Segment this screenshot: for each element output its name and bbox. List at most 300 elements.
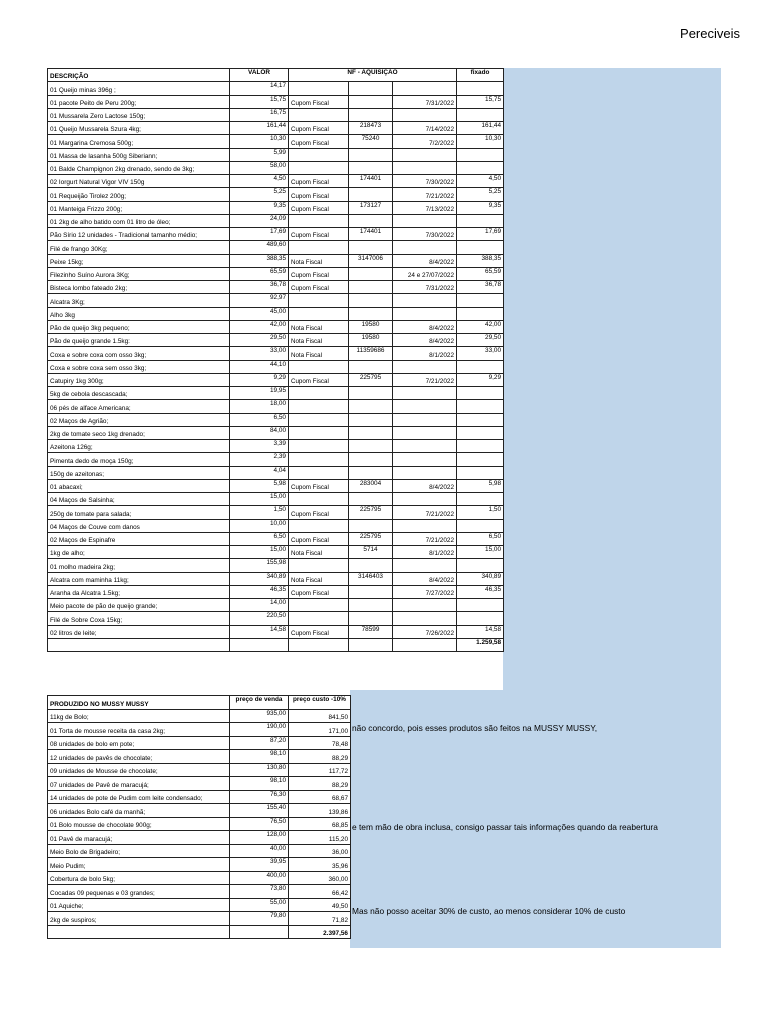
cell-nf-numero (349, 559, 393, 572)
cell-nf-numero (349, 599, 393, 612)
cell-documento: Cupom Fiscal (289, 135, 349, 148)
cell-valor: 10,00 (230, 519, 289, 532)
cell-nf-numero (349, 466, 393, 479)
cell-produto: 2kg de suspiros; (48, 912, 230, 926)
cell-descricao: Aranha da Alcatra 1.5kg; (48, 585, 230, 598)
cell-empty (393, 638, 457, 651)
cell-descricao: Peixe 15kg; (48, 254, 230, 267)
cell-valor: 92,97 (230, 294, 289, 307)
cell-valor: 5,25 (230, 188, 289, 201)
cell-valor: 15,75 (230, 95, 289, 108)
cell-produto: Cocadas 09 pequenas e 03 grandes; (48, 885, 230, 899)
cell-data: 24 e 27/07/2022 (393, 267, 457, 280)
cell-preco-venda: 76,30 (230, 790, 289, 804)
cell-data: 8/1/2022 (393, 347, 457, 360)
cell-empty (230, 925, 289, 939)
cell-data (393, 493, 457, 506)
cell-produto: 01 Pavê de maracujá; (48, 831, 230, 845)
cell-documento (289, 108, 349, 121)
cell-descricao: 01 molho madeira 2kg; (48, 559, 230, 572)
cell-nf-numero (349, 307, 393, 320)
cell-fixado (457, 108, 504, 121)
table-row (48, 506, 504, 519)
cell-valor: 9,35 (230, 201, 289, 214)
cell-preco-custo: 117,72 (289, 763, 351, 777)
cell-data: 8/4/2022 (393, 254, 457, 267)
cell-documento (289, 161, 349, 174)
cell-fixado (457, 559, 504, 572)
cell-descricao: 02 litros de leite; (48, 625, 230, 638)
cell-nf-numero (349, 267, 393, 280)
cell-documento: Cupom Fiscal (289, 532, 349, 545)
cell-descricao: 04 Maços de Salsinha; (48, 493, 230, 506)
table-row (48, 161, 504, 174)
table-row (48, 413, 504, 426)
table-row (48, 360, 504, 373)
note-3: Mas não posso aceitar 30% de custo, ao menos considerar 10% de custo (352, 906, 626, 916)
cell-documento (289, 519, 349, 532)
cell-fixado: 65,59 (457, 267, 504, 280)
cell-produto: 01 Aquiche; (48, 898, 230, 912)
total-fixado: 1.259,58 (457, 638, 504, 651)
cell-data (393, 400, 457, 413)
cell-preco-venda: 400,00 (230, 871, 289, 885)
cell-data (393, 214, 457, 227)
cell-descricao: 150g de azeitonas; (48, 466, 230, 479)
cell-valor: 46,35 (230, 585, 289, 598)
table-row (48, 532, 504, 545)
cell-fixado (457, 599, 504, 612)
cell-fixado (457, 241, 504, 254)
cell-valor: 24,09 (230, 214, 289, 227)
cell-valor: 4,04 (230, 466, 289, 479)
cell-nf-numero: 5714 (349, 546, 393, 559)
cell-nf-numero (349, 440, 393, 453)
cell-nf-numero (349, 214, 393, 227)
cell-fixado: 1,50 (457, 506, 504, 519)
cell-descricao: Coxa e sobre coxa sem osso 3kg; (48, 360, 230, 373)
cell-produto: 07 unidades de Pavê de maracujá; (48, 777, 230, 791)
table-header-row (48, 69, 504, 82)
cell-fixado: 33,00 (457, 347, 504, 360)
table-row (48, 241, 504, 254)
cell-descricao: Pão de queijo grande 1.5kg: (48, 334, 230, 347)
table-row (48, 148, 504, 161)
cell-descricao: 01 2kg de alho batido com 01 litro de óleo; (48, 214, 230, 227)
cell-preco-custo: 71,82 (289, 912, 351, 926)
table-row (48, 307, 504, 320)
cell-valor: 14,17 (230, 82, 289, 95)
cell-preco-venda: 87,20 (230, 736, 289, 750)
cell-preco-custo: 88,29 (289, 777, 351, 791)
cell-valor: 155,98 (230, 559, 289, 572)
cell-produto: Meio Bolo de Brigadeiro; (48, 844, 230, 858)
cell-empty (48, 925, 230, 939)
cell-nf-numero (349, 294, 393, 307)
cell-data: 7/31/2022 (393, 281, 457, 294)
table-row (48, 228, 504, 241)
cell-documento: Cupom Fiscal (289, 373, 349, 386)
cell-documento (289, 612, 349, 625)
table-row (48, 723, 351, 737)
cell-documento: Cupom Fiscal (289, 175, 349, 188)
cell-fixado: 340,89 (457, 572, 504, 585)
cell-nf-numero (349, 387, 393, 400)
table-row (48, 281, 504, 294)
table-row (48, 135, 504, 148)
cell-documento (289, 214, 349, 227)
cell-documento (289, 466, 349, 479)
cell-descricao: Filezinho Suíno Aurora 3Kg; (48, 267, 230, 280)
table-row (48, 625, 504, 638)
table-row (48, 493, 504, 506)
cell-documento: Cupom Fiscal (289, 506, 349, 519)
cell-valor: 65,59 (230, 267, 289, 280)
cell-documento: Nota Fiscal (289, 334, 349, 347)
cell-nf-numero (349, 453, 393, 466)
cell-nf-numero (349, 108, 393, 121)
cell-data (393, 612, 457, 625)
cell-produto: 08 unidades de bolo em pote; (48, 736, 230, 750)
cell-nf-numero (349, 519, 393, 532)
cell-valor: 1,50 (230, 506, 289, 519)
cell-documento: Cupom Fiscal (289, 201, 349, 214)
cell-descricao: Alcatra 3Kg; (48, 294, 230, 307)
cell-data: 7/26/2022 (393, 625, 457, 638)
table-row (48, 736, 351, 750)
cell-valor: 5,98 (230, 479, 289, 492)
cell-preco-custo: 88,29 (289, 750, 351, 764)
cell-preco-venda: 155,40 (230, 804, 289, 818)
cell-descricao: 01 pacote Peito de Peru 200g; (48, 95, 230, 108)
page-title: Pereciveis (680, 26, 740, 41)
produced-table (47, 695, 351, 939)
cell-descricao: 02 Iorgurt Natural Vigor VIV 150g (48, 175, 230, 188)
table-row (48, 188, 504, 201)
cell-descricao: 01 Mussarela Zero Lactose 150g; (48, 108, 230, 121)
table-row (48, 750, 351, 764)
cell-produto: Meio Pudim; (48, 858, 230, 872)
cell-data (393, 161, 457, 174)
cell-descricao: Catupiry 1kg 300g; (48, 373, 230, 386)
cell-valor: 33,00 (230, 347, 289, 360)
cell-descricao: 01 Queijo Mussarela Szura 4kg; (48, 122, 230, 135)
cell-valor: 42,00 (230, 320, 289, 333)
cell-preco-custo: 36,00 (289, 844, 351, 858)
cell-documento: Nota Fiscal (289, 320, 349, 333)
table-row (48, 612, 504, 625)
cell-fixado (457, 148, 504, 161)
cell-preco-venda: 73,80 (230, 885, 289, 899)
cell-data (393, 519, 457, 532)
cell-nf-numero: 75240 (349, 135, 393, 148)
header-custo: preço custo -10% (289, 696, 351, 710)
cell-produto: 12 unidades de pavês de chocolate; (48, 750, 230, 764)
cell-nf-numero (349, 400, 393, 413)
cell-fixado: 9,29 (457, 373, 504, 386)
cell-produto: 09 unidades de Mousse de chocolate; (48, 763, 230, 777)
cell-nf-numero (349, 585, 393, 598)
cell-documento (289, 387, 349, 400)
cell-descricao: 250g de tomate para salada; (48, 506, 230, 519)
cell-valor: 36,78 (230, 281, 289, 294)
table-row (48, 885, 351, 899)
cell-fixado (457, 426, 504, 439)
cell-valor: 19,95 (230, 387, 289, 400)
table-row (48, 320, 504, 333)
cell-preco-venda: 98,10 (230, 750, 289, 764)
cell-documento: Nota Fiscal (289, 546, 349, 559)
cell-valor: 2,39 (230, 453, 289, 466)
header-venda: preço de venda (230, 696, 289, 710)
cell-fixado: 14,58 (457, 625, 504, 638)
cell-fixado (457, 82, 504, 95)
cell-fixado (457, 400, 504, 413)
cell-empty (230, 638, 289, 651)
table-row (48, 777, 351, 791)
cell-nf-numero: 225795 (349, 506, 393, 519)
cell-data: 7/13/2022 (393, 201, 457, 214)
cell-data (393, 426, 457, 439)
cell-produto: 01 Bolo mousse de chocolate 900g; (48, 817, 230, 831)
cell-valor: 17,69 (230, 228, 289, 241)
cell-data (393, 440, 457, 453)
cell-valor: 15,00 (230, 546, 289, 559)
cell-data: 8/4/2022 (393, 320, 457, 333)
cell-fixado (457, 387, 504, 400)
cell-data: 7/30/2022 (393, 175, 457, 188)
cell-documento (289, 360, 349, 373)
table-row (48, 254, 504, 267)
table-row (48, 599, 504, 612)
table-row (48, 95, 504, 108)
header-produzido: PRODUZIDO NO MUSSY MUSSY (48, 696, 230, 710)
cell-documento (289, 599, 349, 612)
table-row (48, 858, 351, 872)
cell-valor: 14,58 (230, 625, 289, 638)
cell-descricao: 01 Manteiga Frizzo 200g; (48, 201, 230, 214)
cell-preco-custo: 49,50 (289, 898, 351, 912)
table-row (48, 440, 504, 453)
cell-documento (289, 82, 349, 95)
cell-valor: 220,50 (230, 612, 289, 625)
cell-preco-venda: 40,00 (230, 844, 289, 858)
table-row (48, 804, 351, 818)
cell-preco-venda: 39,95 (230, 858, 289, 872)
cell-valor: 9,29 (230, 373, 289, 386)
table-row (48, 912, 351, 926)
cell-documento: Cupom Fiscal (289, 228, 349, 241)
cell-preco-venda: 935,00 (230, 709, 289, 723)
cell-nf-numero (349, 241, 393, 254)
cell-descricao: Alcatra com maminha 11kg; (48, 572, 230, 585)
cell-preco-venda: 128,00 (230, 831, 289, 845)
table-row (48, 373, 504, 386)
cell-nf-numero: 78599 (349, 625, 393, 638)
table-row (48, 294, 504, 307)
cell-preco-custo: 78,48 (289, 736, 351, 750)
cell-produto: 11kg de Bolo; (48, 709, 230, 723)
cell-nf-numero (349, 148, 393, 161)
cell-empty (349, 638, 393, 651)
cell-documento (289, 148, 349, 161)
table-row (48, 400, 504, 413)
perishables-table (47, 68, 504, 652)
total-row (48, 925, 351, 939)
highlight-area (503, 68, 721, 948)
cell-preco-venda: 79,80 (230, 912, 289, 926)
cell-descricao: Pão de queijo 3kg pequeno; (48, 320, 230, 333)
table-row (48, 519, 504, 532)
cell-documento: Cupom Fiscal (289, 479, 349, 492)
cell-fixado (457, 453, 504, 466)
cell-data (393, 241, 457, 254)
table-row (48, 585, 504, 598)
cell-valor: 45,00 (230, 307, 289, 320)
cell-produto: 01 Torta de mousse receita da casa 2kg; (48, 723, 230, 737)
cell-fixado: 4,50 (457, 175, 504, 188)
table-row (48, 214, 504, 227)
cell-descricao: 01 Margarina Cremosa 500g; (48, 135, 230, 148)
cell-descricao: Filé de Sobre Coxa 15kg; (48, 612, 230, 625)
cell-fixado (457, 440, 504, 453)
cell-valor: 58,00 (230, 161, 289, 174)
cell-data (393, 599, 457, 612)
cell-fixado (457, 413, 504, 426)
cell-valor: 14,00 (230, 599, 289, 612)
cell-produto: 14 unidades de pote de Pudim com leite condensado; (48, 790, 230, 804)
cell-nf-numero (349, 188, 393, 201)
cell-documento (289, 294, 349, 307)
cell-documento: Cupom Fiscal (289, 267, 349, 280)
cell-valor: 489,60 (230, 241, 289, 254)
cell-data (393, 453, 457, 466)
cell-valor: 388,35 (230, 254, 289, 267)
table-row (48, 201, 504, 214)
cell-fixado: 36,78 (457, 281, 504, 294)
cell-fixado: 9,35 (457, 201, 504, 214)
table-row (48, 844, 351, 858)
cell-valor: 4,50 (230, 175, 289, 188)
cell-preco-custo: 68,85 (289, 817, 351, 831)
cell-preco-venda: 98,10 (230, 777, 289, 791)
cell-data (393, 307, 457, 320)
table-header-row (48, 696, 351, 710)
cell-data (393, 148, 457, 161)
cell-descricao: 06 pés de alface Americana; (48, 400, 230, 413)
cell-data (393, 82, 457, 95)
cell-data (393, 360, 457, 373)
header-fixado: fixado (457, 69, 504, 82)
cell-preco-custo: 171,00 (289, 723, 351, 737)
cell-fixado: 5,98 (457, 479, 504, 492)
cell-produto: Cobertura de bolo 5kg; (48, 871, 230, 885)
cell-valor: 5,99 (230, 148, 289, 161)
note-2: e tem mão de obra inclusa, consigo passar tais informações quando da reabertura (352, 822, 658, 832)
cell-documento: Cupom Fiscal (289, 625, 349, 638)
cell-fixado: 6,50 (457, 532, 504, 545)
table-row (48, 559, 504, 572)
table-row (48, 453, 504, 466)
cell-data (393, 387, 457, 400)
table-row (48, 122, 504, 135)
cell-documento (289, 413, 349, 426)
cell-data: 7/21/2022 (393, 373, 457, 386)
cell-data: 7/21/2022 (393, 532, 457, 545)
table-row (48, 871, 351, 885)
cell-valor: 10,30 (230, 135, 289, 148)
cell-documento (289, 400, 349, 413)
cell-preco-venda: 190,00 (230, 723, 289, 737)
cell-documento: Cupom Fiscal (289, 95, 349, 108)
cell-fixado: 161,44 (457, 122, 504, 135)
table-row (48, 572, 504, 585)
cell-preco-venda: 55,00 (230, 898, 289, 912)
cell-preco-custo: 139,86 (289, 804, 351, 818)
cell-nf-numero: 19580 (349, 334, 393, 347)
cell-nf-numero (349, 95, 393, 108)
cell-descricao: Coxa e sobre coxa com osso 3kg; (48, 347, 230, 360)
cell-descricao: Pão Sírio 12 unidades - Tradicional tamanho médio; (48, 228, 230, 241)
cell-fixado (457, 519, 504, 532)
cell-fixado: 5,25 (457, 188, 504, 201)
cell-nf-numero: 225795 (349, 532, 393, 545)
cell-fixado (457, 161, 504, 174)
cell-nf-numero (349, 281, 393, 294)
cell-valor: 3,39 (230, 440, 289, 453)
cell-nf-numero (349, 493, 393, 506)
cell-documento: Cupom Fiscal (289, 188, 349, 201)
cell-documento (289, 559, 349, 572)
cell-documento: Cupom Fiscal (289, 585, 349, 598)
cell-valor: 16,75 (230, 108, 289, 121)
cell-data: 7/21/2022 (393, 506, 457, 519)
cell-valor: 161,44 (230, 122, 289, 135)
table-row (48, 479, 504, 492)
cell-preco-custo: 68,67 (289, 790, 351, 804)
cell-valor: 6,50 (230, 532, 289, 545)
cell-nf-numero (349, 612, 393, 625)
cell-nf-numero: 173127 (349, 201, 393, 214)
cell-empty (289, 638, 349, 651)
cell-fixado: 29,50 (457, 334, 504, 347)
table-row (48, 709, 351, 723)
cell-documento (289, 426, 349, 439)
cell-valor: 44,10 (230, 360, 289, 373)
cell-valor: 29,50 (230, 334, 289, 347)
cell-data: 8/4/2022 (393, 479, 457, 492)
cell-fixado (457, 214, 504, 227)
cell-fixado: 10,30 (457, 135, 504, 148)
cell-valor: 18,00 (230, 400, 289, 413)
cell-data: 7/2/2022 (393, 135, 457, 148)
cell-fixado: 17,69 (457, 228, 504, 241)
cell-descricao: Meio pacote de pão de queijo grande; (48, 599, 230, 612)
cell-descricao: Alho 3kg (48, 307, 230, 320)
cell-preco-custo: 66,42 (289, 885, 351, 899)
cell-descricao: 01 Balde Champignon 2kg drenado, sendo de 3kg; (48, 161, 230, 174)
cell-data (393, 466, 457, 479)
cell-data: 7/21/2022 (393, 188, 457, 201)
cell-preco-custo: 360,00 (289, 871, 351, 885)
cell-descricao: Bisteca lombo fateado 2kg; (48, 281, 230, 294)
cell-fixado (457, 466, 504, 479)
cell-produto: 06 unidades Bolo café da manhã; (48, 804, 230, 818)
cell-nf-numero: 225795 (349, 373, 393, 386)
cell-nf-numero (349, 426, 393, 439)
cell-data (393, 294, 457, 307)
cell-empty (48, 638, 230, 651)
